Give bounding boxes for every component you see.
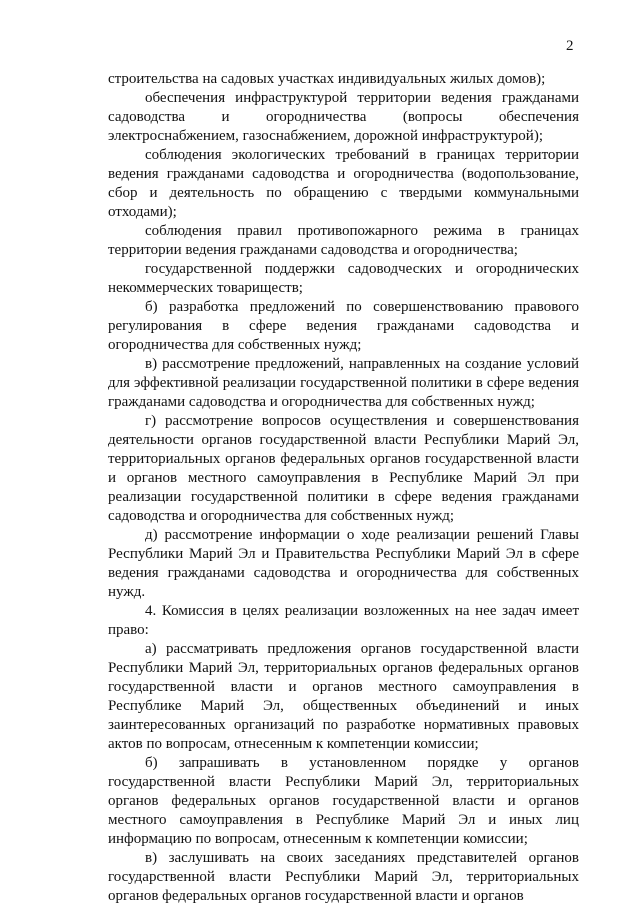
paragraph-section-4: 4. Комиссия в целях реализации возложенных на нее задач имеет право: — [108, 603, 579, 638]
paragraph-fire-safety: соблюдения правил противопожарного режима в границах территории ведения гражданами садоводства и огородничества; — [108, 223, 579, 258]
paragraph-item-d: д) рассмотрение информации о ходе реализации решений Главы Республики Марий Эл и Правительства Республики Марий Эл в сфере ведения гражданами садоводства и огородничества для собственных нужд. — [108, 527, 579, 600]
paragraph-item-b: б) разработка предложений по совершенствованию правового регулирования в сфере ведения гражданами садоводства и огородничества для собственных нужд; — [108, 299, 579, 353]
document-body — [108, 70, 579, 906]
paragraph-right-v: в) заслушивать на своих заседаниях представителей органов государственной власти Республики Марий Эл, территориальных органов федеральных органов государственной власти и органов — [108, 850, 579, 904]
paragraph-infrastructure: обеспечения инфраструктурой территории ведения гражданами садоводства и огородничества (вопросы обеспечения электроснабжением, газоснабжением, дорожной инфраструктурой); — [108, 90, 579, 144]
paragraph-item-v: в) рассмотрение предложений, направленных на создание условий для эффективной реализации государственной политики в сфере ведения гражданами садоводства и огородничества для собственных нужд; — [108, 356, 579, 410]
paragraph-state-support: государственной поддержки садоводческих и огороднических некоммерческих товариществ; — [108, 261, 579, 296]
page-number: 2 — [566, 38, 574, 54]
paragraph-right-b: б) запрашивать в установленном порядке у органов государственной власти Республики Марий Эл, территориальных органов федеральных органов государственной власти и органов местного самоуправления в Республике Марий Эл и иных лиц информацию по вопросам, отнесенным к компетенции комиссии; — [108, 755, 579, 847]
paragraph-continuation: строительства на садовых участках индивидуальных жилых домов); — [108, 71, 546, 87]
paragraph-ecology: соблюдения экологических требований в границах территории ведения гражданами садоводства и огородничества (водопользование, сбор и деятельность по обращению с твердыми коммунальными отходами); — [108, 147, 579, 220]
paragraph-item-g: г) рассмотрение вопросов осуществления и совершенствования деятельности органов государственной власти Республики Марий Эл, территориальных органов федеральных органов государственной власти и органов местного самоуправления в Республике Марий Эл при реализации государственной политики в сфере ведения гражданами садоводства и огородничества для собственных нужд; — [108, 413, 579, 524]
paragraph-right-a: а) рассматривать предложения органов государственной власти Республики Марий Эл, территориальных органов федеральных органов государственной власти и органов местного самоуправления в Республике Марий Эл, общественных объединений и иных заинтересованных организаций по разработке нормативных правовых актов по вопросам, отнесенным к компетенции комиссии; — [108, 641, 579, 752]
